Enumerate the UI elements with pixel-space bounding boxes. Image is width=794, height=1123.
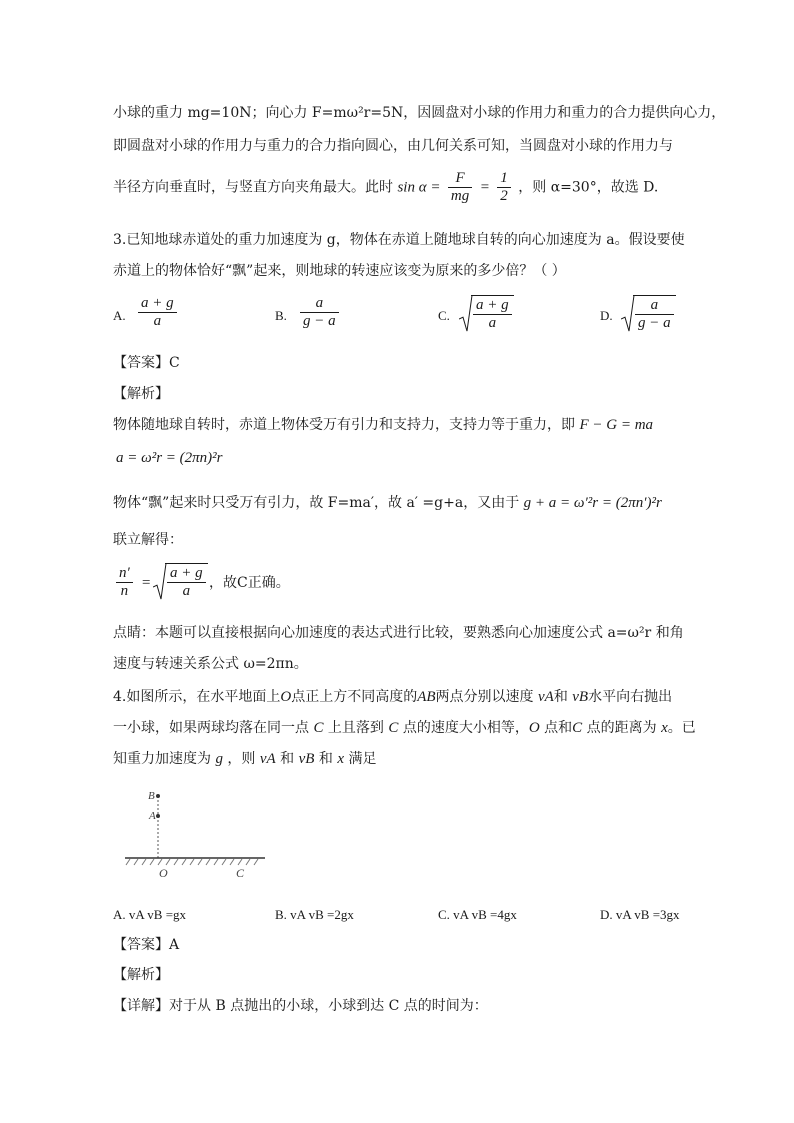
result-sqrt — [153, 563, 208, 600]
option-d-label: D. — [600, 308, 613, 323]
option-c-label: C. — [438, 308, 450, 323]
frac-den: n — [120, 583, 129, 599]
para1-line2: 即圆盘对小球的作用力与重力的合力指向圆心，由几何关系可知，当圆盘对小球的作用力与 — [113, 138, 673, 154]
q4-var-c: C — [572, 720, 583, 736]
q4-var-vb: vB — [298, 751, 315, 767]
q4-text: 和 — [280, 751, 295, 767]
option-a-label: A. — [113, 308, 126, 323]
q3-tip-line2: 速度与转速关系公式 ω=2πn。 — [113, 656, 308, 672]
frac-den: g − a — [303, 313, 336, 329]
figure-drawing — [120, 782, 270, 882]
q3-tip-line1: 点睛：本题可以直接根据向心加速度的表达式进行比较，要熟悉向心加速度公式 a=ω²r 和角 — [113, 625, 684, 641]
q3-stem-line2: 赤道上的物体恰好“飘”起来，则地球的转速应该变为原来的多少倍？（ ） — [113, 263, 566, 279]
para1-line3-tail: ，则 α=30°，故选 D. — [518, 179, 659, 196]
fig-label-a: A — [149, 810, 156, 822]
q4-option-c: C. vA vB =4gx — [438, 907, 517, 922]
fig-label-b: B — [148, 790, 155, 802]
frac-num: n′ — [116, 565, 133, 583]
q4-text: 水平向右抛出 — [588, 689, 673, 705]
radical-sign-icon — [621, 295, 635, 332]
q4-text: 两点分别以速度 — [435, 689, 534, 705]
option-d-sqrt — [621, 295, 676, 332]
radical-sign-icon — [459, 295, 473, 332]
fraction-n-prime-over-n — [116, 565, 133, 600]
option-b-fraction — [300, 295, 339, 330]
q4-text: 一小球，如果两球均落在同一点 — [113, 720, 309, 736]
equation-a-omega: a = ω²r = (2πn)²r — [116, 450, 223, 466]
frac-num: a — [635, 297, 674, 315]
q4-analysis-title: 【解析】 — [113, 967, 169, 983]
frac-num: a + g — [167, 565, 206, 583]
q4-text: 知重力加速度为 — [113, 751, 211, 767]
q4-var-vb: vB — [572, 689, 589, 705]
sin-alpha: sin α = — [397, 179, 441, 196]
frac-num: a — [300, 295, 339, 313]
q4-option-b: B. vA vB =2gx — [275, 907, 354, 922]
q4-text: 点的距离为 — [586, 720, 657, 736]
q4-var-o: O — [280, 689, 292, 705]
frac-den: mg — [450, 188, 470, 204]
fig-label-o: O — [159, 866, 168, 880]
q4-var-va: vA — [537, 689, 554, 705]
q4-var-c: C — [313, 720, 324, 736]
frac-num: a + g — [473, 297, 512, 315]
frac-den: 2 — [500, 188, 508, 204]
q3-analysis-line4: 联立解得： — [113, 532, 183, 548]
option-b-label: B. — [275, 308, 287, 323]
q4-var-x: x — [661, 720, 668, 736]
q4-text: 点正上方不同高度的 — [291, 689, 418, 705]
fraction-f-over-mg — [448, 170, 472, 205]
q4-text: 4.如图所示，在水平地面上 — [113, 689, 281, 705]
q4-stem-line2 — [113, 719, 696, 737]
q4-text: 。已 — [667, 720, 696, 736]
equals: = — [141, 575, 152, 591]
q4-answer: 【答案】A — [113, 937, 180, 953]
q4-text: 满足 — [348, 751, 377, 767]
q3-result-tail: ，故C正确。 — [209, 575, 290, 591]
q4-option-a: A. vA vB =gx — [113, 907, 187, 922]
q4-text: 和 — [553, 689, 568, 705]
equation-g-plus-a: g + a = ω′²r = (2πn′)²r — [523, 495, 662, 511]
frac-den: a — [488, 315, 497, 331]
frac-num: a + g — [138, 295, 177, 313]
q3-stem-line1: 3.已知地球赤道处的重力加速度为 g，物体在赤道上随地球自转的向心加速度为 a。假设要使 — [113, 232, 685, 248]
fraction-one-half — [497, 170, 511, 205]
equals: = — [479, 179, 490, 196]
q4-option-d: D. vA vB =3gx — [600, 907, 680, 922]
para1-line3-text: 半径方向垂直时，与竖直方向夹角最大。此时 — [113, 179, 393, 196]
frac-den: a — [182, 583, 191, 599]
q4-var-c: C — [388, 720, 399, 736]
q3-answer: 【答案】C — [113, 355, 180, 371]
frac-den: g − a — [638, 315, 671, 331]
q4-stem-line1 — [113, 688, 672, 706]
radical-sign-icon — [153, 563, 167, 600]
q4-var-g: g — [215, 751, 223, 767]
q4-var-o: O — [528, 720, 540, 736]
q4-text: 上且落到 — [327, 720, 384, 736]
q4-stem-line3 — [113, 750, 376, 768]
q3-analysis-line3-text: 物体“飘”起来时只受万有引力，故 F=ma′，故 a′ =g+a，又由于 — [113, 495, 520, 511]
para1-line1: 小球的重力 mg=10N；向心力 F=mω²r=5N，因圆盘对小球的作用力和重力的合力提供向心力， — [113, 105, 726, 121]
q3-analysis-title: 【解析】 — [113, 386, 169, 402]
q4-detail: 【详解】对于从 B 点抛出的小球，小球到达 C 点的时间为： — [113, 998, 488, 1014]
q4-var-va: vA — [259, 751, 276, 767]
option-c-sqrt — [459, 295, 514, 332]
frac-num: 1 — [497, 170, 511, 188]
frac-num: F — [448, 170, 472, 188]
q3-analysis-line1 — [113, 416, 653, 434]
q3-analysis-line1-text: 物体随地球自转时，赤道上物体受万有引力和支持力，支持力等于重力，即 — [113, 417, 575, 433]
q4-text: ，则 — [227, 751, 256, 767]
frac-den: a — [153, 313, 162, 329]
q4-text: 点和 — [544, 720, 573, 736]
equation-f-minus-g: F − G = ma — [579, 417, 654, 433]
fig-label-c: C — [236, 866, 245, 880]
projectile-figure — [120, 782, 270, 882]
q4-var-ab: AB — [417, 689, 436, 705]
q4-var-x: x — [337, 751, 344, 767]
q3-analysis-line3 — [113, 494, 662, 512]
para1-line3 — [113, 170, 658, 210]
q4-text: 点的速度大小相等， — [402, 720, 529, 736]
option-a-fraction — [138, 295, 177, 330]
q4-text: 和 — [318, 751, 333, 767]
